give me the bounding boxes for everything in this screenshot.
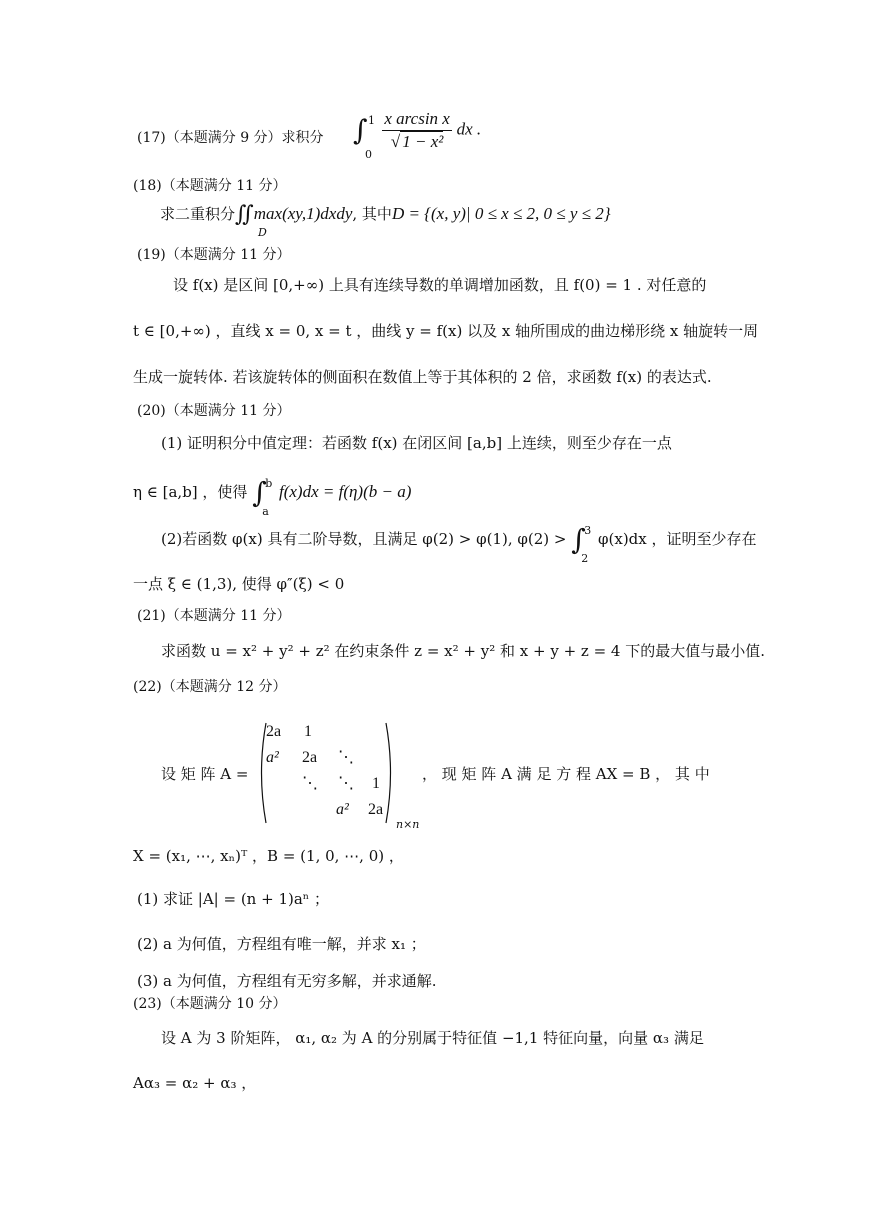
matrix-r1c1: 2a [266,723,282,740]
q18-domain: D = {(x, y)| 0 ≤ x ≤ 2, 0 ≤ y ≤ 2} [391,204,611,223]
matrix-r4c4: 2a [368,801,384,818]
q20-p1b [133,476,412,521]
matrix-size: n×n [396,818,420,831]
q22-item3: (3) a 为何值，方程组有无穷多解，并求通解. [137,972,437,990]
q22-item2: (2) a 为何值，方程组有唯一解，并求 x₁ ； [137,935,426,953]
matrix-r3c3: ⋱ [338,775,354,792]
q19-line2: t ∈ [0,+∞) ，直线 x = 0, x = t ，曲线 y = f(x) 以及 x 轴所围成的曲边梯形绕 x 轴旋转一周 [133,322,759,340]
q18-text2: , 其中 [352,205,392,223]
matrix-A [256,719,396,827]
q17-upper: 1 [368,114,375,127]
q22-item1: (1) 求证 |A| = (n + 1)aⁿ ； [137,890,330,908]
q17-denominator: 1 − x² [402,132,444,151]
q17-head: (17)（本题满分 9 分）求积分 [137,130,324,146]
q23-line1: 设 A 为 3 阶矩阵， α₁, α₂ 为 A 的分别属于特征值 −1,1 特征向量，向量 α₃ 满足 [161,1029,704,1047]
q20-p1b-math: f(x)dx = f(η)(b − a) [278,482,412,501]
q18-math: max(xy,1)dxdy [253,204,353,223]
q20-head: (20)（本题满分 11 分） [137,403,291,419]
q20-p1b-upper: b [265,477,273,490]
matrix-r2c1: a² [266,749,279,766]
q17-numerator: x arcsin x [382,108,451,131]
q20-p2b: 一点 ξ ∈ (1,3), 使得 φ″(ξ) < 0 [133,575,345,593]
q20-p1b-lower: a [262,505,269,518]
q20-p2a-lower: 2 [581,552,589,565]
q18-sub: D [258,226,267,239]
q22-pre: 设 矩 阵 A = [161,765,249,783]
q19-line3: 生成一旋转体. 若该旋转体的侧面积在数值上等于其体积的 2 倍，求函数 f(x) 的表达式. [133,368,712,386]
q22-head: (22)（本题满分 12 分） [133,679,287,695]
q23-line2: Aα₃ = α₂ + α₃ ， [133,1074,257,1092]
integral-sign: ∫ [571,523,586,556]
q21-head: (21)（本题满分 11 分） [137,608,291,624]
q20-p2a-upper: 3 [584,524,592,537]
q20-p2a-pre: (2)若函数 φ(x) 具有二阶导数，且满足 φ(2) > φ(1), φ(2) > [161,530,567,548]
double-integral-sign: ∬ [235,202,254,227]
q21-line: 求函数 u = x² + y² + z² 在约束条件 z = x² + y² 和 x + y + z = 4 下的最大值与最小值. [161,642,765,660]
q19-head: (19)（本题满分 11 分） [137,247,291,263]
q17-integral [353,108,481,168]
matrix-r1c2: 1 [304,723,312,740]
q18-text1: 求二重积分 [160,205,236,223]
q18-line [160,203,611,226]
integral-sign: ∫ [252,476,267,509]
q17-lower: 0 [365,148,372,161]
q17-tail: dx . [456,119,482,139]
q19-line1: 设 f(x) 是区间 [0,+∞) 上具有连续导数的单调增加函数，且 f(0) = 1 . 对任意的 [173,276,707,294]
q20-p1a: (1) 证明积分中值定理：若函数 f(x) 在闭区间 [a,b] 上连续，则至少存在一点 [161,434,672,452]
q22-post: ， 现 矩 阵 A 满 足 方 程 AX = B ， 其 中 [422,765,710,783]
matrix-r3c2: ⋱ [302,775,318,792]
q20-p1b-pre: η ∈ [a,b] ，使得 [133,483,248,501]
matrix-r2c2: 2a [302,749,318,766]
q20-p2a-post: φ(x)dx ，证明至少存在 [598,530,757,548]
q18-head: (18)（本题满分 11 分） [133,178,287,194]
q20-p2a [161,523,757,565]
matrix-r4c3: a² [336,801,349,818]
q23-head: (23)（本题满分 10 分） [133,996,287,1012]
integral-sign: ∫ [353,113,368,147]
q17-fraction: $\frac{\text{x arcsin x}}{\text{√ 1 − x²}}$ [384,109,450,151]
matrix-r2c3: ⋱ [338,749,354,766]
q22-xb: X = (x₁, ⋯, xₙ)ᵀ ，B = (1, 0, ⋯, 0) ， [133,847,404,865]
matrix-r3c4: 1 [372,775,380,792]
